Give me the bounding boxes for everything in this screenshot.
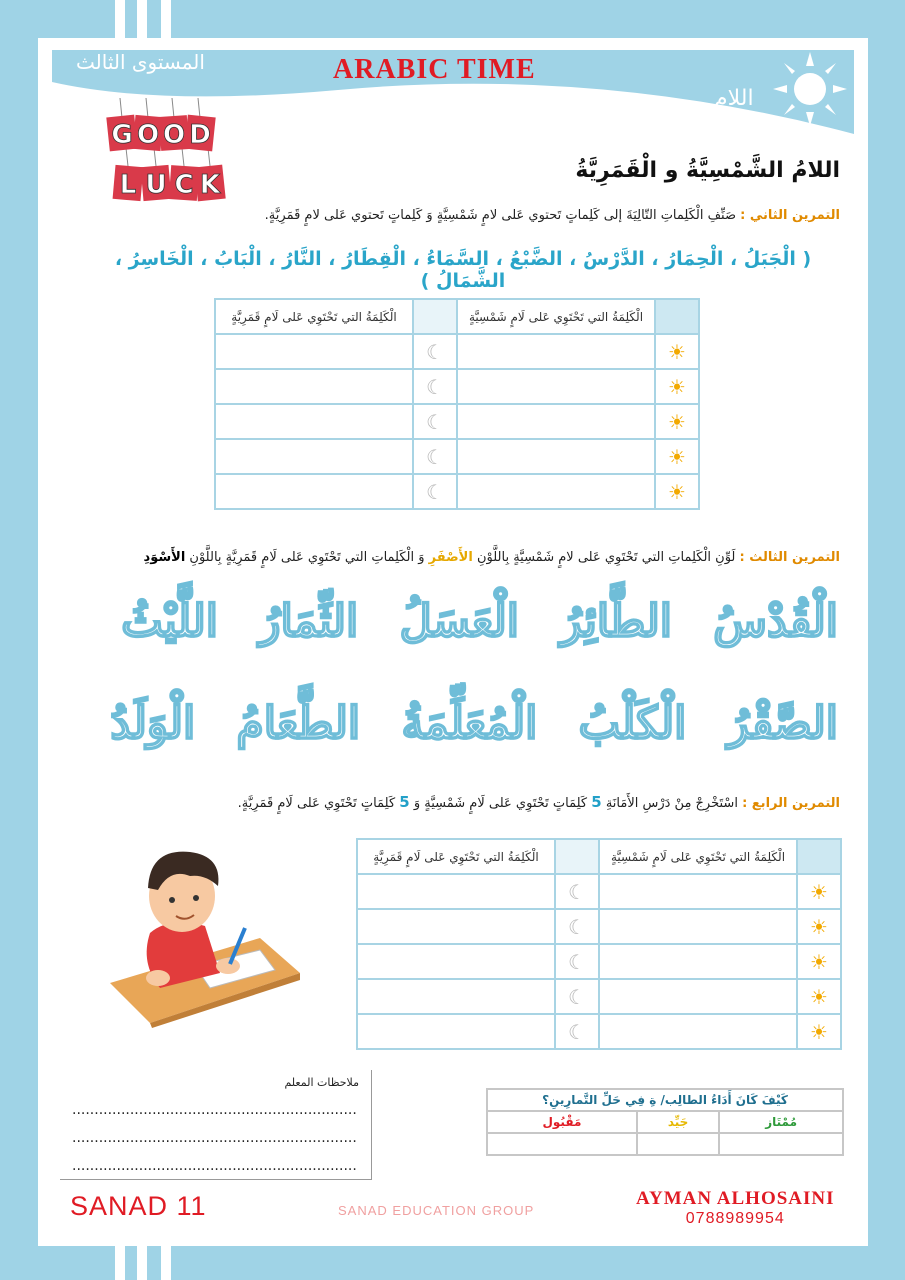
evaluation-question: كَيْفَ كَانَ أَدَاءُ الطالِب/ ةِ فِي حَلِّ التَّمارِينِ؟ bbox=[487, 1089, 843, 1111]
lesson-title: اللامُ الشَّمْسِيَّةُ و الْقَمَرِيَّةُ bbox=[575, 158, 840, 183]
exercise2-table bbox=[214, 298, 700, 510]
answer-cell[interactable] bbox=[215, 369, 413, 404]
exercise3-label: التمرين الثالث : bbox=[739, 550, 840, 565]
answer-cell[interactable] bbox=[357, 874, 555, 909]
footer-author bbox=[636, 1188, 835, 1228]
answer-cell[interactable] bbox=[357, 1014, 555, 1049]
table-row bbox=[357, 1014, 841, 1049]
sun-icon: ☀ bbox=[668, 374, 686, 399]
sun-icon: ☀ bbox=[810, 984, 828, 1009]
exercise3-black: الأَسْوَدِ bbox=[143, 550, 186, 565]
moon-icon: ☾ bbox=[426, 339, 444, 364]
exercise4-num2: 5 bbox=[399, 793, 410, 811]
good-luck-badge bbox=[106, 98, 226, 220]
exercise4-text-c: كَلِمَاتٍ تَحْتَوِي عَلى لَامٍ قَمَرِيَّةٍ. bbox=[237, 796, 396, 811]
exercise3-words-row1[interactable]: الْقُدْسُ الطَّائِرُ الْعَسَلُ الثِّمَارُ اللَّيْثُ bbox=[121, 596, 838, 647]
rating-cell-excellent[interactable] bbox=[719, 1133, 843, 1155]
table-row bbox=[357, 944, 841, 979]
answer-cell[interactable] bbox=[457, 404, 655, 439]
exercise2-label: التمرين الثاني : bbox=[740, 208, 840, 223]
answer-cell[interactable] bbox=[457, 474, 655, 509]
sun-icon: ☀ bbox=[668, 339, 686, 364]
answer-cell[interactable] bbox=[599, 909, 797, 944]
sun-icon: ☀ bbox=[810, 914, 828, 939]
rating-good: جَيِّد bbox=[637, 1111, 719, 1133]
answer-cell[interactable] bbox=[457, 369, 655, 404]
moon-icon: ☾ bbox=[568, 1019, 586, 1044]
sun-icon: ☀ bbox=[810, 879, 828, 904]
author-phone: 0788989954 bbox=[685, 1210, 785, 1227]
exercise4-text-b: كَلِمَاتٍ تَحْتَوِي عَلى لَامٍ شَمْسِيَّةٍ وَ bbox=[413, 796, 588, 811]
table-row bbox=[357, 979, 841, 1014]
table-row bbox=[215, 474, 699, 509]
sun-icon: ☀ bbox=[668, 444, 686, 469]
sun-icon: ☀ bbox=[668, 479, 686, 504]
exercise2-instruction bbox=[265, 208, 840, 223]
sun-icon: ☀ bbox=[810, 1019, 828, 1044]
footer-group: SANAD EDUCATION GROUP bbox=[338, 1203, 535, 1218]
exercise3-text-a: لَوِّنِ الْكَلِماتِ التي تَحْتَوِي عَلى لامٍ شَمْسِيَّةٍ بِاللَّوْنِ bbox=[476, 550, 736, 565]
exercise4-num1: 5 bbox=[591, 793, 602, 811]
table-row bbox=[215, 404, 699, 439]
exercise3-instruction bbox=[144, 550, 840, 565]
table-row bbox=[215, 334, 699, 369]
exercise2-col-sun: الْكَلِمَةُ التي تَحْتَوِي عَلى لَامٍ شَمْسِيَّةٍ bbox=[457, 299, 655, 334]
topic-word: اللام bbox=[714, 86, 754, 111]
moon-icon: ☾ bbox=[568, 984, 586, 1009]
sun-icon bbox=[773, 52, 847, 126]
rating-cell-acceptable[interactable] bbox=[487, 1133, 637, 1155]
rating-cell-good[interactable] bbox=[637, 1133, 719, 1155]
answer-cell[interactable] bbox=[599, 874, 797, 909]
teacher-notes-box bbox=[60, 1070, 372, 1180]
svg-text:U: U bbox=[145, 170, 167, 200]
svg-text:G: G bbox=[111, 120, 133, 150]
exercise4-instruction bbox=[238, 793, 840, 811]
svg-text:D: D bbox=[189, 120, 211, 150]
exercise2-word-list: ( الْجَبَلُ ، الْحِمَارُ ، الدَّرْسُ ، الضَّبْعُ ، السَّمَاءُ ، الْقِطَارُ ، النَّارُ ، الْبَابُ ، الْخَاسِرُ ، الشَّمَالُ ) bbox=[114, 248, 812, 292]
table-row bbox=[215, 369, 699, 404]
notes-line[interactable]: ................................................................ bbox=[72, 1130, 357, 1146]
exercise2-col-moon: الْكَلِمَةُ التي تَحْتَوِي عَلى لَامٍ قَمَرِيَّةٍ bbox=[215, 299, 413, 334]
sun-icon: ☀ bbox=[668, 409, 686, 434]
table-row bbox=[357, 909, 841, 944]
exercise4-col-sun: الْكَلِمَةُ التي تَحْتَوِي عَلى لَامٍ شَمْسِيَّةٍ bbox=[599, 839, 797, 874]
exercise4-col-moon: الْكَلِمَةُ التي تَحْتَوِي عَلى لَامٍ قَمَرِيَّةٍ bbox=[357, 839, 555, 874]
answer-cell[interactable] bbox=[215, 404, 413, 439]
answer-cell[interactable] bbox=[357, 909, 555, 944]
level-label: المستوى الثالث bbox=[76, 50, 205, 74]
sun-icon: ☀ bbox=[810, 949, 828, 974]
svg-text:K: K bbox=[199, 170, 221, 200]
exercise4-label: التمرين الرابع : bbox=[742, 796, 840, 811]
moon-icon: ☾ bbox=[426, 374, 444, 399]
answer-cell[interactable] bbox=[599, 979, 797, 1014]
moon-icon: ☾ bbox=[568, 949, 586, 974]
student-writing-illustration bbox=[110, 838, 300, 1028]
svg-text:C: C bbox=[174, 170, 194, 200]
rating-acceptable: مَقْبُول bbox=[487, 1111, 637, 1133]
answer-cell[interactable] bbox=[599, 1014, 797, 1049]
footer-brand: SANAD 11 bbox=[70, 1191, 207, 1221]
page-title: ARABIC TIME bbox=[333, 54, 536, 85]
moon-icon: ☾ bbox=[568, 879, 586, 904]
notes-line[interactable]: ................................................................ bbox=[72, 1102, 357, 1118]
exercise3-yellow: الأَصْفَرِ bbox=[428, 550, 473, 565]
notes-line[interactable]: ................................................................ bbox=[72, 1158, 357, 1174]
evaluation-table bbox=[486, 1088, 844, 1156]
exercise3-text-b: وَ الْكَلِماتِ التي تَحْتَوِي عَلى لَامٍ قَمَرِيَّةٍ بِاللَّوْنِ bbox=[189, 550, 425, 565]
rating-excellent: مُمْتَاز bbox=[719, 1111, 843, 1133]
answer-cell[interactable] bbox=[457, 334, 655, 369]
answer-cell[interactable] bbox=[457, 439, 655, 474]
moon-icon: ☾ bbox=[568, 914, 586, 939]
answer-cell[interactable] bbox=[215, 474, 413, 509]
moon-icon: ☾ bbox=[426, 479, 444, 504]
answer-cell[interactable] bbox=[357, 979, 555, 1014]
answer-cell[interactable] bbox=[357, 944, 555, 979]
exercise3-words-row2[interactable]: الصَّقْرُ الْكَلْبُ الْمُعَلِّمَةُ الطَّعَامُ الْوَلَدُ bbox=[110, 698, 838, 749]
table-row bbox=[215, 439, 699, 474]
svg-text:O: O bbox=[162, 120, 186, 150]
exercise4-text-a: اسْتَخْرِجْ مِنْ دَرْسِ الأَمَانَةِ bbox=[605, 796, 738, 811]
exercise2-text: صَنِّفِ الْكَلِماتِ التّالِيَةَ إلى كَلِماتٍ تَحتوي عَلى لامٍ شَمْسِيَّةٍ وَ كَلِماتٍ تَحتوي عَلى لامٍ قَمَرِيَّةٍ. bbox=[264, 208, 737, 223]
answer-cell[interactable] bbox=[599, 944, 797, 979]
teacher-notes-title: ملاحظات المعلم bbox=[284, 1076, 359, 1089]
svg-text:L: L bbox=[119, 170, 137, 200]
answer-cell[interactable] bbox=[215, 439, 413, 474]
moon-icon: ☾ bbox=[426, 409, 444, 434]
svg-text:O: O bbox=[136, 120, 160, 150]
table-row bbox=[357, 874, 841, 909]
author-name: AYMAN ALHOSAINI bbox=[636, 1188, 835, 1209]
moon-icon: ☾ bbox=[426, 444, 444, 469]
answer-cell[interactable] bbox=[215, 334, 413, 369]
worksheet bbox=[38, 38, 868, 1246]
exercise4-table bbox=[356, 838, 842, 1050]
